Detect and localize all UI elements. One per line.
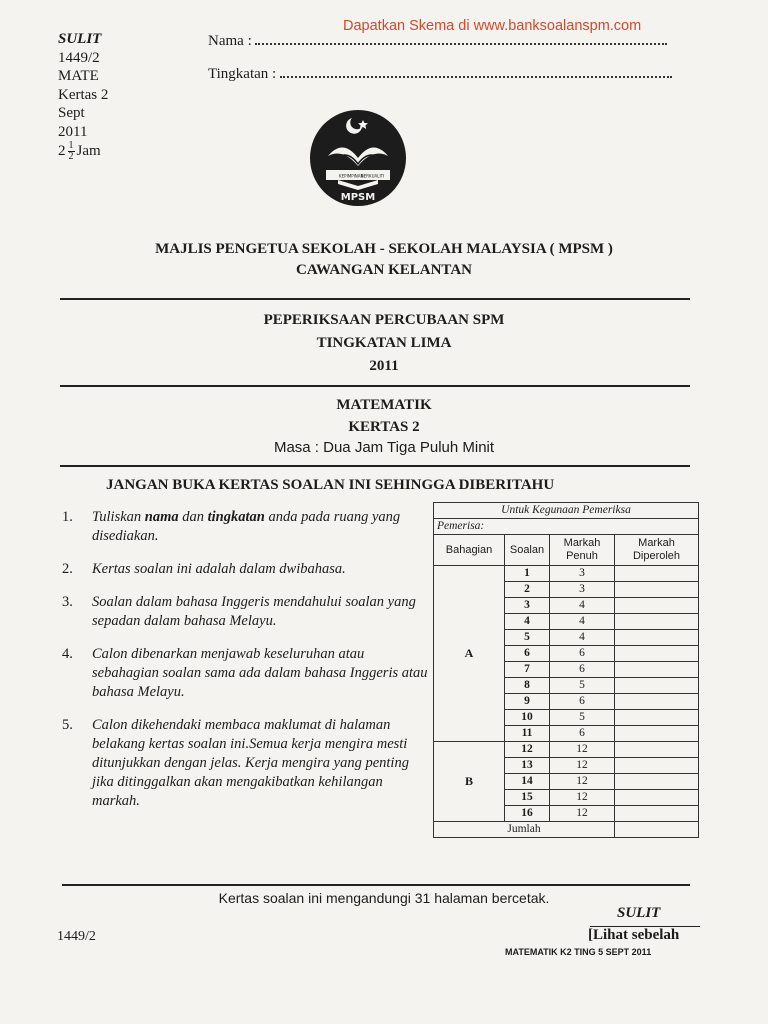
marks-obtained-cell[interactable] <box>615 614 699 630</box>
full-marks: 12 <box>550 790 615 806</box>
footer-sulit: SULIT <box>617 905 661 921</box>
header-markah-penuh: Markah Penuh <box>550 535 615 566</box>
full-marks: 6 <box>550 646 615 662</box>
sulit-label: SULIT <box>58 31 102 47</box>
marks-obtained-cell[interactable] <box>615 694 699 710</box>
banner-link[interactable]: Dapatkan Skema di www.banksoalanspm.com <box>343 18 642 34</box>
question-number: 10 <box>505 710 550 726</box>
question-number: 6 <box>505 646 550 662</box>
instruction-number: 4. <box>62 646 73 662</box>
footer-small-text: MATEMATIK K2 TING 5 SEPT 2011 <box>505 947 652 957</box>
paper-title: KERTAS 2 <box>348 419 420 435</box>
total-label: Jumlah <box>434 822 615 838</box>
tingkatan-line[interactable] <box>280 64 672 78</box>
nama-label: Nama : <box>208 33 252 49</box>
question-number: 2 <box>505 582 550 598</box>
table-row <box>434 566 699 582</box>
exam-title-line2: TINGKATAN LIMA <box>316 335 452 351</box>
marks-obtained-cell[interactable] <box>615 630 699 646</box>
logo-text-left: KEPIMPINAN <box>339 173 364 179</box>
marks-obtained-cell[interactable] <box>615 790 699 806</box>
instruction-item <box>62 645 432 702</box>
duration <box>58 141 108 162</box>
full-marks: 3 <box>550 566 615 582</box>
instruction-item <box>62 560 432 579</box>
turn-page-label: [Lihat sebelah <box>588 927 680 943</box>
examiner-label: Pemerisa: <box>434 519 699 535</box>
question-number: 9 <box>505 694 550 710</box>
question-number: 7 <box>505 662 550 678</box>
question-number: 12 <box>505 742 550 758</box>
instruction-item <box>62 508 432 546</box>
instruction-text: Calon dibenarkan menjawab keseluruhan atau sebahagian soalan sama ada dalam bahasa Inggeris atau bahasa Melayu. <box>92 646 428 700</box>
marks-obtained-cell[interactable] <box>615 582 699 598</box>
marks-obtained-cell[interactable] <box>615 678 699 694</box>
logo-name: MPSM <box>340 192 376 203</box>
divider <box>62 884 690 886</box>
paper-number: Kertas 2 <box>58 86 109 103</box>
instruction-bold: nama <box>144 509 179 525</box>
question-number: 3 <box>505 598 550 614</box>
marks-obtained-cell[interactable] <box>615 646 699 662</box>
marks-obtained-cell[interactable] <box>615 806 699 822</box>
question-number: 14 <box>505 774 550 790</box>
table-caption: Untuk Kegunaan Pemeriksa <box>434 503 699 519</box>
subject-title: MATEMATIK <box>336 397 432 413</box>
instruction-text: Calon dikehendaki membaca maklumat di halaman belakang kertas soalan ini.Semua kerja mengira mesti ditunjukkan dengan jelas. Kerja mengira yang penting jika ditinggalkan akan mengakibatkan kehilangan markah. <box>92 717 409 809</box>
header-soalan: Soalan <box>505 535 550 566</box>
subject-short: MATE <box>58 68 99 84</box>
question-number: 4 <box>505 614 550 630</box>
marks-obtained-cell[interactable] <box>615 726 699 742</box>
org-title-line2: CAWANGAN KELANTAN <box>296 262 472 278</box>
instruction-text: anda pada ruang yang disediakan. <box>92 509 401 544</box>
question-number: 5 <box>505 630 550 646</box>
divider <box>60 298 690 300</box>
warning-heading: JANGAN BUKA KERTAS SOALAN INI SEHINGGA DIBERITAHU <box>106 477 555 493</box>
logo-text-right: BERKUALITI <box>361 173 385 179</box>
full-marks: 4 <box>550 598 615 614</box>
full-marks: 12 <box>550 806 615 822</box>
tingkatan-field[interactable] <box>208 64 672 83</box>
section-b-label: B <box>434 742 505 822</box>
full-marks: 6 <box>550 726 615 742</box>
full-marks: 3 <box>550 582 615 598</box>
header-markah-diperoleh: Markah Diperoleh <box>615 535 699 566</box>
instruction-number: 2. <box>62 561 73 577</box>
instruction-text: Tuliskan <box>92 509 145 525</box>
full-marks: 12 <box>550 742 615 758</box>
question-number: 15 <box>505 790 550 806</box>
instruction-text: Soalan dalam bahasa Inggeris mendahului soalan yang sepadan dalam bahasa Melayu. <box>92 594 416 629</box>
full-marks: 6 <box>550 662 615 678</box>
duration-whole: 2 <box>58 142 66 159</box>
marks-obtained-cell[interactable] <box>615 758 699 774</box>
nama-field[interactable] <box>208 31 667 50</box>
header-left <box>58 30 108 162</box>
duration-denominator: 2 <box>68 151 74 162</box>
marks-obtained-cell[interactable] <box>615 774 699 790</box>
duration-unit: Jam <box>76 142 101 159</box>
full-marks: 5 <box>550 678 615 694</box>
exam-year: 2011 <box>58 123 88 140</box>
marks-obtained-cell[interactable] <box>615 662 699 678</box>
full-marks: 4 <box>550 614 615 630</box>
footer-code: 1449/2 <box>57 929 96 944</box>
question-number: 1 <box>505 566 550 582</box>
table-row <box>434 742 699 758</box>
full-marks: 12 <box>550 774 615 790</box>
instruction-number: 5. <box>62 717 73 733</box>
exam-title-line1: PEPERIKSAAN PERCUBAAN SPM <box>263 312 505 328</box>
instruction-text: Kertas soalan ini adalah dalam dwibahasa. <box>92 561 346 577</box>
instruction-number: 3. <box>62 594 73 610</box>
total-score-cell[interactable] <box>615 822 699 838</box>
instruction-text: dan <box>178 509 208 525</box>
exam-month: Sept <box>58 105 85 121</box>
tingkatan-label: Tingkatan : <box>208 66 277 82</box>
question-number: 16 <box>505 806 550 822</box>
exam-year-title: 2011 <box>369 358 399 374</box>
marks-obtained-cell[interactable] <box>615 742 699 758</box>
instruction-item <box>62 716 432 811</box>
instruction-bold: tingkatan <box>207 509 265 525</box>
section-a-label: A <box>434 566 505 742</box>
full-marks: 5 <box>550 710 615 726</box>
examiner-table <box>433 502 699 838</box>
duration-numerator: 1 <box>68 140 74 151</box>
mpsm-logo-icon <box>308 108 408 208</box>
duration-fraction <box>68 141 75 162</box>
full-marks: 12 <box>550 758 615 774</box>
instruction-item <box>62 593 432 631</box>
nama-line[interactable] <box>255 31 667 45</box>
org-title-line1: MAJLIS PENGETUA SEKOLAH - SEKOLAH MALAYSIA ( MPSM ) <box>155 241 613 257</box>
question-number: 13 <box>505 758 550 774</box>
duration-text: Masa : Dua Jam Tiga Puluh Minit <box>273 439 495 456</box>
divider <box>60 385 690 387</box>
marks-obtained-cell[interactable] <box>615 710 699 726</box>
paper-code: 1449/2 <box>58 49 100 66</box>
question-number: 8 <box>505 678 550 694</box>
marks-obtained-cell[interactable] <box>615 598 699 614</box>
header-bahagian: Bahagian <box>434 535 505 566</box>
page-count-note: Kertas soalan ini mengandungi 31 halaman bercetak. <box>218 890 550 906</box>
full-marks: 6 <box>550 694 615 710</box>
instructions-list <box>62 508 432 825</box>
instruction-number: 1. <box>62 509 73 525</box>
full-marks: 4 <box>550 630 615 646</box>
divider <box>60 465 690 467</box>
marks-obtained-cell[interactable] <box>615 566 699 582</box>
question-number: 11 <box>505 726 550 742</box>
